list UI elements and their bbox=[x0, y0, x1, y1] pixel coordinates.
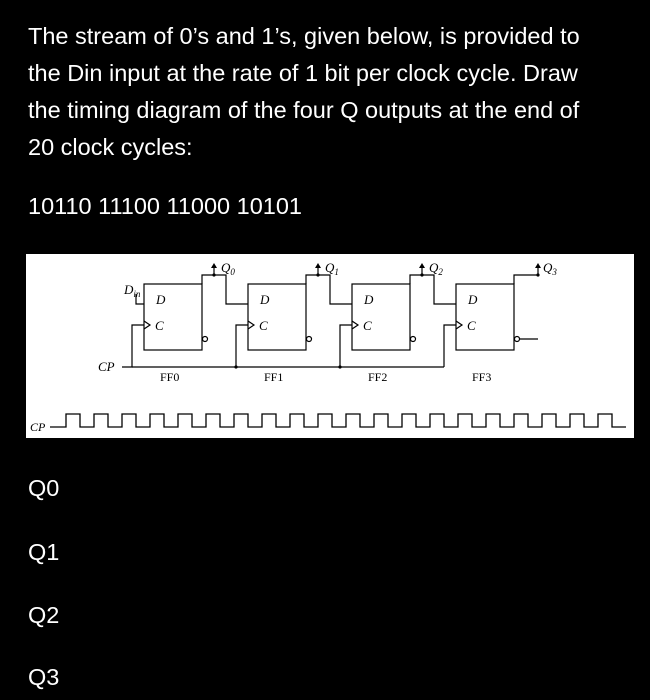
ff3-d-label: D bbox=[468, 292, 478, 307]
ff2-c-label: C bbox=[363, 318, 372, 333]
question-line: 20 clock cycles: bbox=[28, 134, 193, 160]
ff1-name: FF1 bbox=[264, 370, 284, 384]
question-line: The stream of 0’s and 1’s, given below, is provided to bbox=[28, 23, 580, 49]
q3-label: $Q_3$ bbox=[543, 260, 557, 277]
question-line: the timing diagram of the four Q outputs at the end of bbox=[28, 97, 580, 123]
shift-register-diagram bbox=[26, 254, 634, 438]
cp-wire bbox=[122, 325, 144, 367]
ff2-box bbox=[352, 284, 410, 350]
q2-label: $Q_2$ bbox=[429, 260, 443, 277]
ff0-box bbox=[144, 284, 202, 350]
ff3-c-label: C bbox=[467, 318, 476, 333]
ff1-to-ff2-wire bbox=[306, 275, 352, 304]
ff0-name: FF0 bbox=[160, 370, 180, 384]
ff0-c-label: C bbox=[155, 318, 164, 333]
ff2-name: FF2 bbox=[368, 370, 388, 384]
ff3-q-wire bbox=[514, 267, 538, 284]
ff2-d-label: D bbox=[364, 292, 374, 307]
q1-output-label: Q1 bbox=[28, 539, 60, 565]
question-text bbox=[28, 18, 628, 166]
ff0-d-label: D bbox=[156, 292, 166, 307]
q0-output-label: Q0 bbox=[28, 475, 60, 501]
q0-label: $Q_0$ bbox=[221, 260, 235, 277]
ff1-d-label: D bbox=[260, 292, 270, 307]
bit-stream: 10110 11100 11000 10101 bbox=[28, 193, 303, 219]
ff3-box bbox=[456, 284, 514, 350]
ff2-to-ff3-wire bbox=[410, 275, 456, 304]
question-line: the Din input at the rate of 1 bit per clock cycle. Draw bbox=[28, 60, 578, 86]
shift-register-svg bbox=[26, 254, 634, 438]
q1-label: $Q_1$ bbox=[325, 260, 339, 277]
q2-output-label: Q2 bbox=[28, 602, 60, 628]
ff0-to-ff1-wire bbox=[202, 275, 248, 304]
clock-label: CP bbox=[30, 420, 46, 434]
ff1-c-label: C bbox=[259, 318, 268, 333]
cp-label: CP bbox=[98, 359, 115, 374]
clock-waveform bbox=[50, 414, 626, 427]
ff3-name: FF3 bbox=[472, 370, 492, 384]
q3-output-label: Q3 bbox=[28, 664, 60, 690]
din-label: $D_{in}$ bbox=[124, 282, 141, 299]
ff1-box bbox=[248, 284, 306, 350]
